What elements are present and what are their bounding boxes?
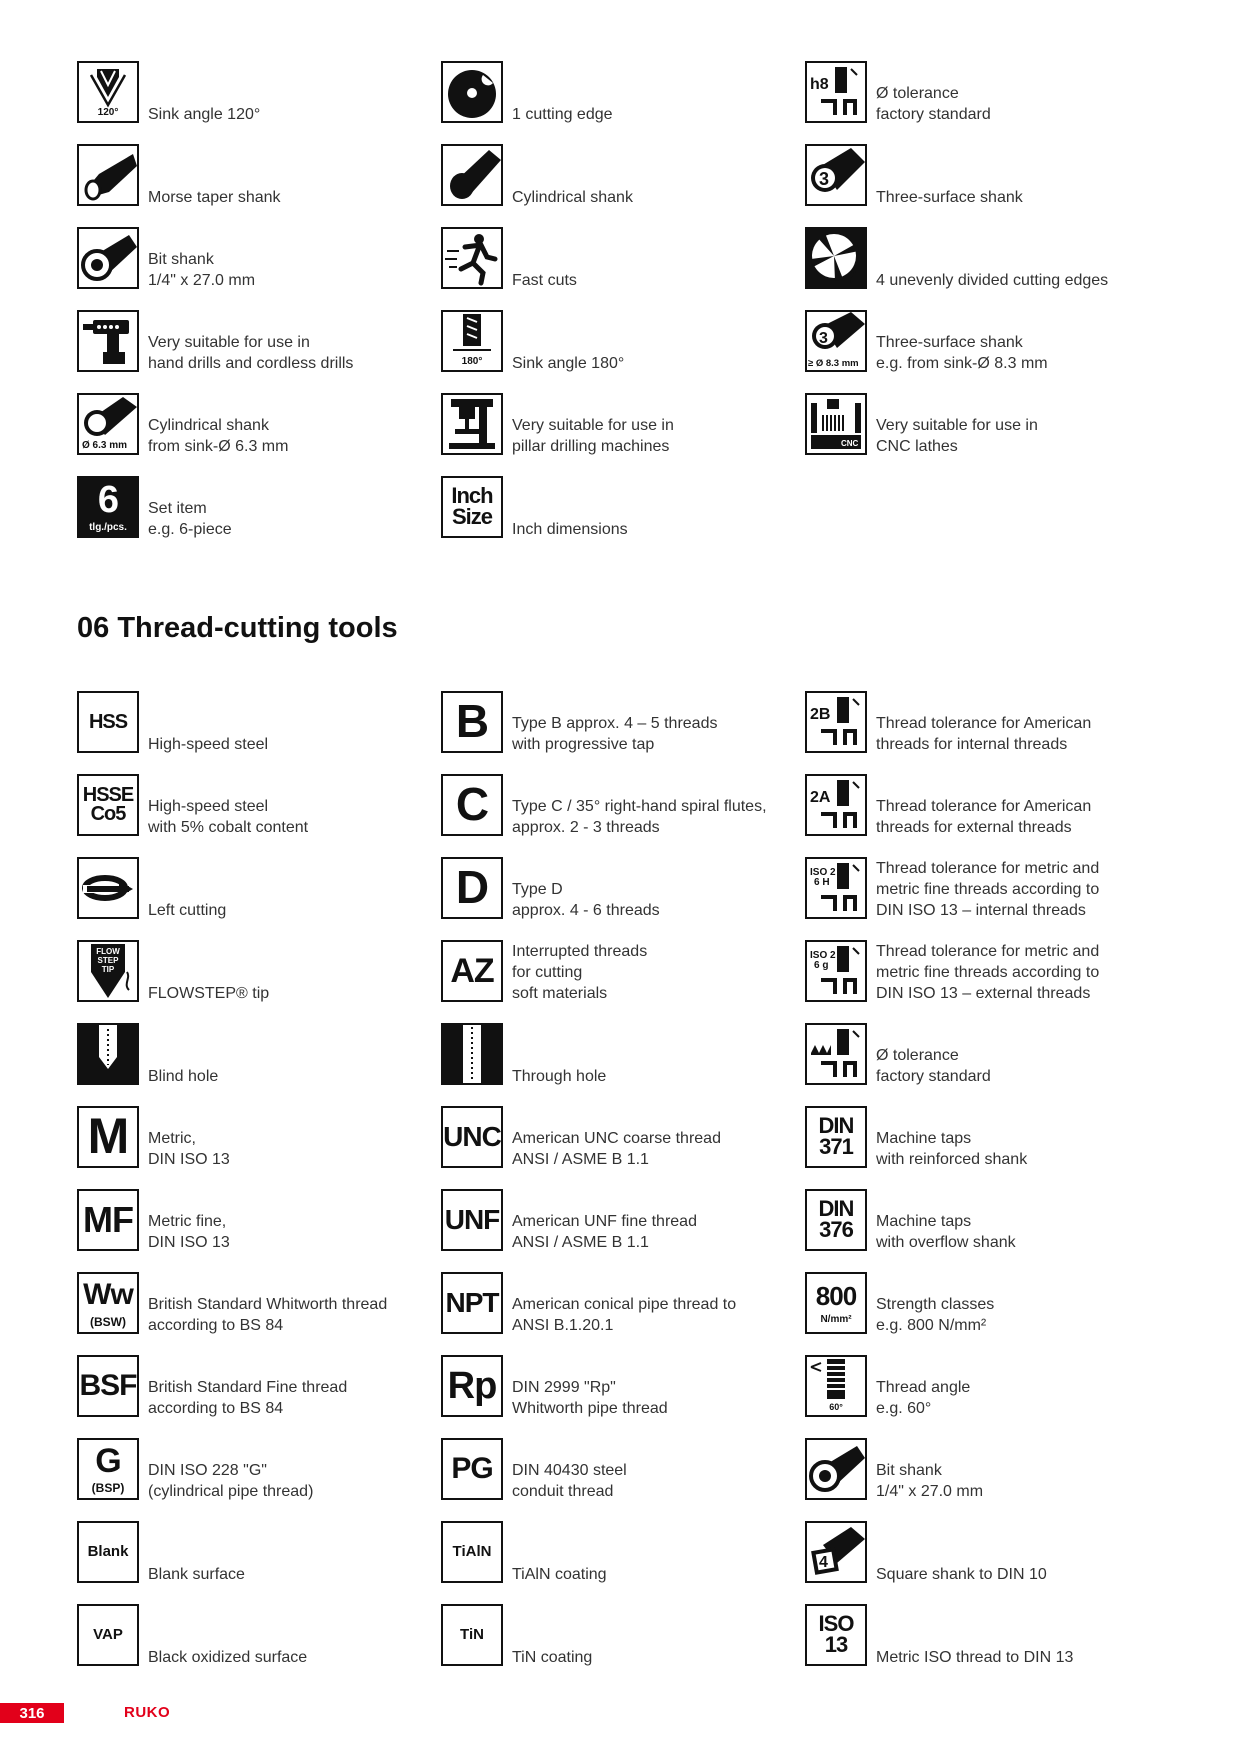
cnc-lathe-icon: [805, 393, 867, 455]
legend-item-cordless-drill: [77, 289, 441, 372]
icon-text: FLOW STEP TIP: [96, 947, 120, 974]
fast-cuts-icon: [441, 227, 503, 289]
cutting-edge-icon: [441, 61, 503, 123]
legend-label: Bit shank 1/4" x 27.0 mm: [876, 1462, 984, 1500]
legend-label: Cylindrical shank from sink-Ø 6.3 mm: [148, 417, 289, 455]
tolerance-factory-icon: [805, 1023, 867, 1085]
blank-icon: [77, 1521, 139, 1583]
legend-item-hsse-co5: [77, 753, 441, 836]
tolerance-2b-icon: [805, 691, 867, 753]
legend-item-metric: [77, 1085, 441, 1168]
legend-item-cylindrical-shank-63: [77, 372, 441, 455]
legend-label: DIN ISO 228 "G" (cylindrical pipe thread): [148, 1462, 314, 1500]
legend-item-tolerance-2b: [805, 670, 1167, 753]
legend-label: Set item e.g. 6-piece: [148, 500, 232, 538]
through-hole-icon: [441, 1023, 503, 1085]
legend-item-pillar-drill: [441, 372, 805, 455]
hsse-co5-icon: [77, 774, 139, 836]
legend-label: Thread tolerance for metric and metric fine threads according to DIN ISO 13 – internal threads: [876, 860, 1100, 919]
legend-label: Thread tolerance for American threads for internal threads: [876, 715, 1092, 753]
legend-label: Blank surface: [148, 1566, 245, 1583]
inch-size-text: Inch Size: [451, 483, 493, 529]
unf-icon: [441, 1189, 503, 1251]
legend-label: Thread tolerance for American threads for external threads: [876, 798, 1092, 836]
icon-text: 4: [819, 1554, 828, 1571]
legend-item-tialn: [441, 1500, 805, 1583]
iso2-6h-icon: [805, 857, 867, 919]
bit-shank-icon: [77, 227, 139, 289]
legend-label: Thread tolerance for metric and metric fine threads according to DIN ISO 13 – external threads: [876, 943, 1100, 1002]
legend-label: Metric ISO thread to DIN 13: [876, 1649, 1074, 1666]
legend-item-whitworth: [77, 1251, 441, 1334]
legend-label: Metric fine, DIN ISO 13: [148, 1213, 230, 1251]
legend-item-unc: [441, 1085, 805, 1168]
legend-item-bsf: [77, 1334, 441, 1417]
legend-item-tin: [441, 1583, 805, 1666]
din-371-icon: [805, 1106, 867, 1168]
legend-label: American conical pipe thread to ANSI B.1.20.1: [512, 1296, 737, 1334]
legend-label: Sink angle 180°: [512, 355, 625, 372]
thread-angle-icon: [805, 1355, 867, 1417]
legend-item-through-hole: [441, 1002, 805, 1085]
din-376-icon: [805, 1189, 867, 1251]
type-b-icon: [441, 691, 503, 753]
icon-text: ISO 2 6 g: [810, 950, 836, 971]
icon-text: TiAlN: [452, 1542, 492, 1560]
legend-item-tolerance-2a: [805, 753, 1167, 836]
iso-13-icon: [805, 1604, 867, 1666]
icon-text: 2B: [810, 706, 831, 723]
npt-icon: [441, 1272, 503, 1334]
cylindrical-shank-63-icon: [77, 393, 139, 455]
legend-item-rp: [441, 1334, 805, 1417]
icon-text: C: [455, 778, 489, 831]
legend-label: Very suitable for use in hand drills and cordless drills: [148, 334, 354, 372]
whitworth-bsw-icon: [77, 1272, 139, 1334]
legend-label: Machine taps with reinforced shank: [876, 1130, 1028, 1168]
brand-logo: RUKO: [124, 1704, 171, 1721]
legend-item-type-c: [441, 753, 805, 836]
legend-item-sink-angle-180: [441, 289, 805, 372]
legend-item-iso-13: [805, 1583, 1167, 1666]
bsf-icon: [77, 1355, 139, 1417]
legend-label: Type B approx. 4 – 5 threads with progressive tap: [512, 715, 718, 753]
legend-item-vap: [77, 1583, 441, 1666]
type-d-icon: [441, 857, 503, 919]
icon-text: VAP: [93, 1625, 123, 1643]
legend-item-three-surface-shank-83: [805, 289, 1167, 372]
legend-label: Sink angle 120°: [148, 106, 261, 123]
icon-text: ISO 2 6 H: [810, 867, 836, 888]
three-surface-shank-icon: [805, 144, 867, 206]
inch-size-icon: [441, 476, 503, 538]
icon-text: DIN 376: [818, 1196, 854, 1242]
legend-item-metric-fine: [77, 1168, 441, 1251]
diameter-83-text: ≥ Ø 8.3 mm: [808, 358, 859, 369]
tin-icon: [441, 1604, 503, 1666]
metric-fine-mf-icon: [77, 1189, 139, 1251]
legend-label: Bit shank 1/4" x 27.0 mm: [148, 251, 256, 289]
legend-label: Type D approx. 4 - 6 threads: [512, 881, 660, 919]
legend-item-unf: [441, 1168, 805, 1251]
uneven-cutting-edges-icon: [805, 227, 867, 289]
legend-item-bit-shank: [77, 206, 441, 289]
legend-label: Machine taps with overflow shank: [876, 1213, 1016, 1251]
legend-label: Interrupted threads for cutting soft materials: [512, 943, 648, 1002]
legend-item-sink-angle-120: [77, 40, 441, 123]
legend-item-tolerance-h8: [805, 40, 1167, 123]
pg-icon: [441, 1438, 503, 1500]
cordless-drill-icon: [77, 310, 139, 372]
three-surface-shank-83-icon: [805, 310, 867, 372]
legend-item-az: [441, 919, 805, 1002]
tolerance-2a-icon: [805, 774, 867, 836]
set-pieces-text: tlg./pcs.: [89, 522, 127, 533]
legend-label: FLOWSTEP® tip: [148, 985, 270, 1002]
pillar-drill-icon: [441, 393, 503, 455]
legend-label: Ø tolerance factory standard: [876, 85, 991, 123]
legend-label: Cylindrical shank: [512, 189, 633, 206]
legend-label: British Standard Whitworth thread according to BS 84: [148, 1296, 388, 1334]
legend-label: American UNF fine thread ANSI / ASME B 1.1: [512, 1213, 697, 1251]
legend-item-inch-size: [441, 455, 805, 538]
cnc-text: CNC: [841, 439, 859, 448]
icon-text: B: [455, 695, 489, 748]
icon-text: BSF: [79, 1368, 137, 1402]
unc-icon: [441, 1106, 503, 1168]
rp-icon: [441, 1355, 503, 1417]
legend-item-square-shank: [805, 1500, 1167, 1583]
sink-angle-120-icon: [77, 61, 139, 123]
legend-label: Fast cuts: [512, 272, 577, 289]
flowstep-tip-icon: [77, 940, 139, 1002]
legend-item-hss: [77, 670, 441, 753]
icon-text: UNC: [443, 1120, 501, 1152]
legend-label: Through hole: [512, 1068, 607, 1085]
sink-angle-180-icon: [441, 310, 503, 372]
legend-item-blind-hole: [77, 1002, 441, 1085]
legend-label: Black oxidized surface: [148, 1649, 308, 1666]
legend-item-cylindrical-shank: [441, 123, 805, 206]
metric-m-icon: [77, 1106, 139, 1168]
legend-label: 4 unevenly divided cutting edges: [876, 272, 1109, 289]
legend-item-tolerance-factory: [805, 1002, 1167, 1085]
legend-label: Morse taper shank: [148, 189, 281, 206]
strength-800-icon: [805, 1272, 867, 1334]
three-text: 3: [819, 330, 828, 347]
legend-item-three-surface-shank: [805, 123, 1167, 206]
legend-label: Three-surface shank: [876, 189, 1023, 206]
icon-text: NPT: [445, 1286, 499, 1318]
legend-item-thread-angle: [805, 1334, 1167, 1417]
legend-label: Ø tolerance factory standard: [876, 1047, 991, 1085]
legend-label: TiN coating: [512, 1649, 593, 1666]
legend-item-left-cutting: [77, 836, 441, 919]
icon-text: G: [95, 1441, 121, 1480]
icon-text: Ww: [83, 1277, 133, 1311]
legend-label: Very suitable for use in CNC lathes: [876, 417, 1038, 455]
icon-legend-section-2: [77, 670, 1167, 1666]
icon-text: D: [455, 861, 489, 914]
tialn-icon: [441, 1521, 503, 1583]
hss-icon: [77, 691, 139, 753]
legend-item-flowstep: [77, 919, 441, 1002]
icon-text: UNF: [444, 1203, 500, 1235]
legend-item-type-d: [441, 836, 805, 919]
three-text: 3: [819, 169, 830, 189]
sink-angle-label: 180°: [461, 356, 483, 367]
legend-label: 1 cutting edge: [512, 106, 613, 123]
icon-text: 60°: [829, 1402, 843, 1412]
bit-shank-2-icon: [805, 1438, 867, 1500]
legend-label: DIN 2999 "Rp" Whitworth pipe thread: [512, 1379, 668, 1417]
icon-text: PG: [451, 1451, 493, 1485]
legend-label: TiAlN coating: [512, 1566, 607, 1583]
legend-label: Blind hole: [148, 1068, 219, 1085]
left-cutting-icon: [77, 857, 139, 919]
icon-text: HSSE Co5: [82, 784, 134, 825]
legend-item-cnc-lathe: [805, 372, 1167, 455]
legend-item-strength-800: [805, 1251, 1167, 1334]
h8-text: h8: [810, 76, 829, 93]
icon-text: ISO 13: [818, 1611, 854, 1657]
legend-label: American UNC coarse thread ANSI / ASME B 1.1: [512, 1130, 721, 1168]
legend-label: DIN 40430 steel conduit thread: [512, 1462, 627, 1500]
diameter-63-text: Ø 6.3 mm: [82, 440, 128, 451]
legend-item-iso2-6g: [805, 919, 1167, 1002]
icon-subtext: (BSW): [90, 1315, 126, 1329]
legend-label: High-speed steel: [148, 736, 269, 753]
icon-text: Rp: [447, 1364, 497, 1407]
legend-label: Very suitable for use in pillar drilling machines: [512, 417, 674, 455]
legend-item-fast-cuts: [441, 206, 805, 289]
sink-angle-label: 120°: [97, 107, 119, 118]
section-heading: 06 Thread-cutting tools: [77, 612, 398, 644]
legend-label: Type C / 35° right-hand spiral flutes, approx. 2 - 3 threads: [512, 798, 767, 836]
icon-subtext: N/mm²: [820, 1314, 852, 1325]
blind-hole-icon: [77, 1023, 139, 1085]
az-icon: [441, 940, 503, 1002]
legend-item-din-376: [805, 1168, 1167, 1251]
icon-subtext: (BSP): [91, 1481, 125, 1495]
type-c-icon: [441, 774, 503, 836]
legend-label: Thread angle e.g. 60°: [876, 1379, 971, 1417]
icon-text: 800: [815, 1280, 857, 1311]
legend-label: Inch dimensions: [512, 521, 628, 538]
iso2-6g-icon: [805, 940, 867, 1002]
legend-item-set-item: [77, 455, 441, 538]
legend-label: British Standard Fine thread according to BS 84: [148, 1379, 348, 1417]
legend-item-blank: [77, 1500, 441, 1583]
legend-item-din-371: [805, 1085, 1167, 1168]
icon-text: AZ: [450, 951, 494, 990]
legend-item-g-bsp: [77, 1417, 441, 1500]
icon-text: TiN: [460, 1625, 484, 1643]
legend-label: Left cutting: [148, 902, 227, 919]
g-bsp-icon: [77, 1438, 139, 1500]
set-number-text: 6: [97, 478, 119, 521]
icon-text: HSS: [88, 710, 128, 733]
legend-label: High-speed steel with 5% cobalt content: [148, 798, 309, 836]
legend-label: Metric, DIN ISO 13: [148, 1130, 230, 1168]
legend-item-npt: [441, 1251, 805, 1334]
legend-label: Strength classes e.g. 800 N/mm²: [876, 1296, 995, 1334]
icon-text: M: [87, 1108, 129, 1165]
vap-icon: [77, 1604, 139, 1666]
icon-legend-section-1: [77, 40, 1167, 538]
legend-label: Square shank to DIN 10: [876, 1566, 1047, 1583]
legend-item-cutting-edge: [441, 40, 805, 123]
icon-text: MF: [83, 1198, 133, 1240]
cylindrical-shank-icon: [441, 144, 503, 206]
icon-text: Blank: [87, 1542, 129, 1560]
square-shank-icon: [805, 1521, 867, 1583]
legend-item-type-b: [441, 670, 805, 753]
set-item-icon: [77, 476, 139, 538]
legend-item-uneven-edges: [805, 206, 1167, 289]
legend-item-iso2-6h: [805, 836, 1167, 919]
legend-item-morse-taper-shank: [77, 123, 441, 206]
tolerance-h8-icon: [805, 61, 867, 123]
icon-text: DIN 371: [818, 1113, 854, 1159]
morse-taper-shank-icon: [77, 144, 139, 206]
page-number: 316: [0, 1703, 64, 1723]
legend-item-bit-shank-2: [805, 1417, 1167, 1500]
legend-label: Three-surface shank e.g. from sink-Ø 8.3 mm: [876, 334, 1048, 372]
legend-item-pg: [441, 1417, 805, 1500]
icon-text: 2A: [810, 789, 831, 806]
